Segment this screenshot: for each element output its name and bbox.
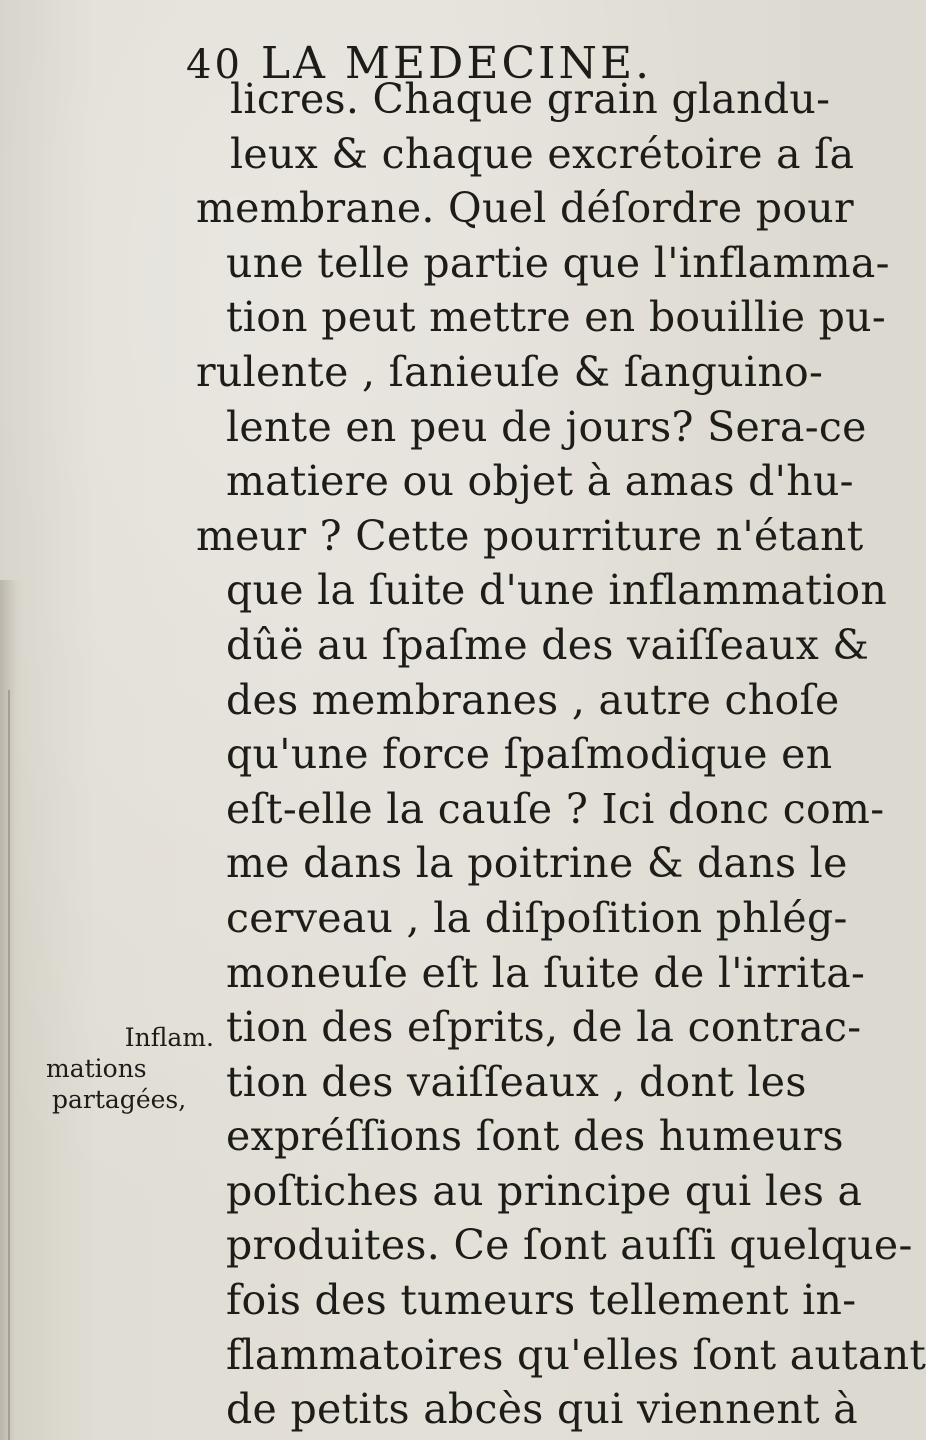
text-line: eſt-elle la cauſe ? Ici donc com-	[226, 784, 885, 833]
margin-note-line: Inflam.	[124, 1023, 214, 1052]
text-line: membrane. Quel déſordre pour	[196, 184, 854, 233]
text-line: cerveau , la diſpoſition phlég-	[226, 893, 848, 942]
text-line: moneuſe eſt la ſuite de l'irrita-	[226, 948, 866, 997]
text-line: de petits abcès qui viennent à	[226, 1385, 858, 1434]
text-line: tion des eſprits, de la contrac-	[226, 1003, 862, 1052]
body-text	[196, 72, 926, 1437]
text-line: rulente , ſanieuſe & ſanguino-	[196, 347, 824, 396]
text-line: leux & chaque excrétoire a ſa	[230, 129, 855, 178]
text-line: que la ſuite d'une inflammation	[226, 566, 888, 615]
page-number: 40	[186, 42, 243, 88]
text-line: tion des vaiſſeaux , dont les	[226, 1057, 807, 1106]
text-line: flammatoires qu'elles ſont autant	[226, 1330, 926, 1379]
text-line: expréſſions ſont des humeurs	[226, 1112, 844, 1161]
text-line: une telle partie que l'inflamma-	[226, 238, 890, 287]
text-line: poſtiches au principe qui les a	[226, 1166, 863, 1215]
text-line: produites. Ce ſont auſſi quelque-	[226, 1221, 913, 1270]
text-line: me dans la poitrine & dans le	[226, 839, 848, 888]
margin-note-line: mations	[46, 1054, 147, 1083]
text-line: licres. Chaque grain glandu-	[230, 75, 831, 123]
gutter-line	[8, 690, 10, 1440]
margin-note-line: partagées,	[52, 1085, 187, 1114]
page-fold-shadow	[0, 580, 22, 1440]
running-title: LA MEDECINE.	[260, 38, 653, 89]
text-line: qu'une force ſpaſmodique en	[226, 730, 833, 779]
text-line: des membranes , autre choſe	[226, 675, 840, 724]
text-line: dûë au ſpaſme des vaiſſeaux &	[226, 620, 870, 669]
text-line: tion peut mettre en bouillie pu-	[226, 293, 887, 342]
text-line: meur ? Cette pourriture n'étant	[196, 511, 864, 560]
text-line: matiere ou objet à amas d'hu-	[226, 457, 854, 506]
text-line: lente en peu de jours? Sera-ce	[226, 402, 867, 451]
text-line: fois des tumeurs tellement in-	[226, 1276, 857, 1325]
margin-note	[46, 1022, 214, 1115]
